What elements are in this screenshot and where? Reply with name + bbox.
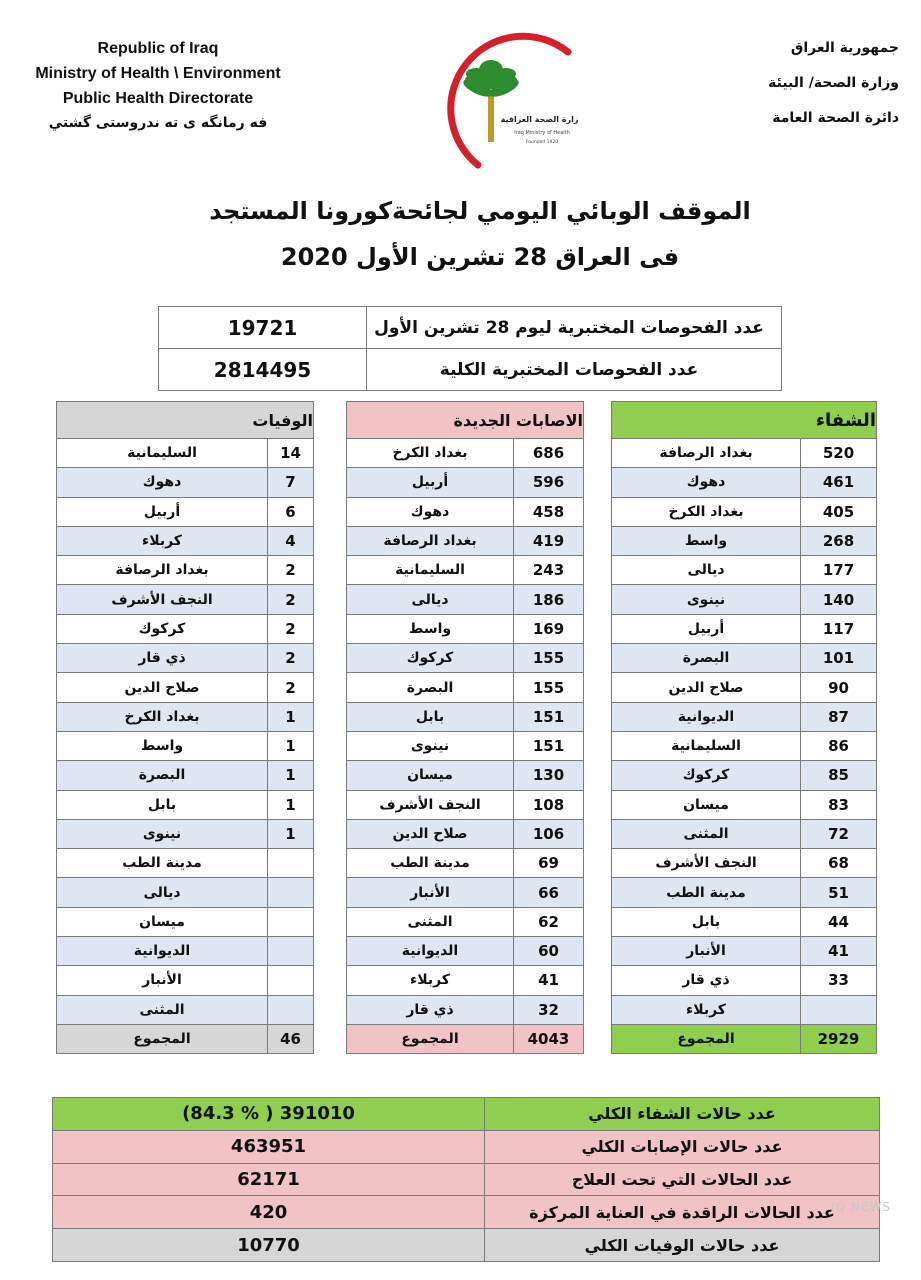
recovered-row [612, 995, 877, 1024]
deaths-count: 2 [268, 585, 314, 614]
recovered-count: 520 [801, 439, 877, 468]
deaths-governorate: ذي قار [57, 644, 268, 673]
new-cases-count: 186 [514, 585, 584, 614]
new-cases-row [347, 614, 584, 643]
deaths-total-value: 46 [268, 1024, 314, 1053]
recovered-governorate: أربيل [612, 614, 801, 643]
recovered-count: 268 [801, 526, 877, 555]
deaths-count: 2 [268, 556, 314, 585]
deaths-governorate: بابل [57, 790, 268, 819]
deaths-total-label: المجموع [57, 1024, 268, 1053]
header-left-line: فه رمانگه ی ته ندروستی گشتي [48, 115, 268, 131]
palm-tree-logo-icon [418, 22, 578, 172]
logo-founded: Founded 1920 [525, 140, 559, 145]
new-cases-governorate: ميسان [347, 761, 514, 790]
recovered-row [612, 966, 877, 995]
header-right-line: دائرة الصحة العامة [772, 110, 899, 126]
recovered-row [612, 761, 877, 790]
new-cases-governorate: الأنبار [347, 878, 514, 907]
recovered-governorate: الديوانية [612, 702, 801, 731]
recovered-governorate: السليمانية [612, 731, 801, 760]
recovered-count: 41 [801, 937, 877, 966]
recovered-count: 117 [801, 614, 877, 643]
recovered-count: 101 [801, 644, 877, 673]
recovered-row [612, 907, 877, 936]
recovered-governorate: النجف الأشرف [612, 849, 801, 878]
new-cases-governorate: كربلاء [347, 966, 514, 995]
summary-label: عدد حالات الوفيات الكلي [485, 1229, 880, 1262]
recovered-count: 72 [801, 819, 877, 848]
report-title: الموقف الوبائي اليومي لجائحةكورونا المستجد [209, 197, 751, 225]
new-cases-governorate: السليمانية [347, 556, 514, 585]
new-cases-row [347, 819, 584, 848]
new-cases-count: 108 [514, 790, 584, 819]
deaths-governorate: المثنى [57, 995, 268, 1024]
recovered-total-row [612, 1024, 877, 1053]
deaths-count: 1 [268, 702, 314, 731]
ministry-logo [418, 22, 578, 172]
recovered-total-value: 2929 [801, 1024, 877, 1053]
deaths-row [57, 790, 314, 819]
new-cases-row [347, 644, 584, 673]
recovered-row [612, 819, 877, 848]
deaths-row [57, 439, 314, 468]
recovered-governorate: واسط [612, 526, 801, 555]
recovered-table [611, 401, 877, 1054]
new-cases-count: 686 [514, 439, 584, 468]
recovered-governorate: بغداد الكرخ [612, 497, 801, 526]
deaths-count: 14 [268, 439, 314, 468]
deaths-count: 1 [268, 819, 314, 848]
summary-value: (84.3 % ) 391010 [53, 1098, 485, 1131]
recovered-count: 87 [801, 702, 877, 731]
deaths-governorate: الأنبار [57, 966, 268, 995]
deaths-row [57, 556, 314, 585]
new-cases-table [346, 401, 584, 1054]
new-cases-count: 596 [514, 468, 584, 497]
recovered-governorate: كركوك [612, 761, 801, 790]
deaths-governorate: واسط [57, 731, 268, 760]
tests-row [159, 307, 782, 349]
deaths-governorate: دهوك [57, 468, 268, 497]
new-cases-governorate: دهوك [347, 497, 514, 526]
deaths-row [57, 966, 314, 995]
new-cases-governorate: كركوك [347, 644, 514, 673]
new-cases-count: 155 [514, 673, 584, 702]
deaths-count [268, 966, 314, 995]
new-cases-row [347, 907, 584, 936]
recovered-count: 85 [801, 761, 877, 790]
new-cases-governorate: البصرة [347, 673, 514, 702]
recovered-governorate: بابل [612, 907, 801, 936]
new-cases-governorate: النجف الأشرف [347, 790, 514, 819]
deaths-row [57, 995, 314, 1024]
new-cases-row [347, 497, 584, 526]
deaths-governorate: النجف الأشرف [57, 585, 268, 614]
recovered-count: 90 [801, 673, 877, 702]
recovered-governorate: ميسان [612, 790, 801, 819]
summary-row [53, 1163, 880, 1196]
recovered-row [612, 468, 877, 497]
new-cases-count: 458 [514, 497, 584, 526]
deaths-count [268, 878, 314, 907]
summary-label: عدد الحالات التي تحت العلاج [485, 1163, 880, 1196]
deaths-governorate: كربلاء [57, 526, 268, 555]
daily-tests-label: عدد الفحوصات المختبرية ليوم 28 تشرين الأول [367, 307, 782, 349]
new-cases-count: 106 [514, 819, 584, 848]
recovered-row [612, 702, 877, 731]
tests-row [159, 349, 782, 391]
new-cases-row [347, 731, 584, 760]
recovered-governorate: صلاح الدين [612, 673, 801, 702]
deaths-governorate: مدينة الطب [57, 849, 268, 878]
new-cases-governorate: بغداد الرصافة [347, 526, 514, 555]
new-cases-count: 151 [514, 702, 584, 731]
recovered-row [612, 790, 877, 819]
recovered-governorate: بغداد الرصافة [612, 439, 801, 468]
new-cases-governorate: مدينة الطب [347, 849, 514, 878]
total-tests-label: عدد الفحوصات المختبرية الكلية [367, 349, 782, 391]
recovered-row [612, 585, 877, 614]
new-cases-count: 243 [514, 556, 584, 585]
deaths-row [57, 614, 314, 643]
summary-label: عدد حالات الشفاء الكلي [485, 1098, 880, 1131]
recovered-governorate: نينوى [612, 585, 801, 614]
header-right-line: جمهورية العراق [790, 40, 899, 56]
recovered-governorate: ذي قار [612, 966, 801, 995]
recovered-count: 405 [801, 497, 877, 526]
deaths-governorate: أربيل [57, 497, 268, 526]
new-cases-governorate: الديوانية [347, 937, 514, 966]
new-cases-count: 60 [514, 937, 584, 966]
deaths-row [57, 702, 314, 731]
recovered-row [612, 614, 877, 643]
deaths-total-row [57, 1024, 314, 1053]
summary-row [53, 1229, 880, 1262]
new-cases-row [347, 526, 584, 555]
recovered-count: 83 [801, 790, 877, 819]
header-left-line: Public Health Directorate [62, 90, 254, 107]
deaths-count [268, 849, 314, 878]
new-cases-row [347, 673, 584, 702]
summary-row [53, 1196, 880, 1229]
recovered-row [612, 937, 877, 966]
recovered-count: 177 [801, 556, 877, 585]
deaths-governorate: الديوانية [57, 937, 268, 966]
header-left-line: Republic of Iraq [97, 40, 219, 57]
deaths-governorate: ديالى [57, 878, 268, 907]
deaths-row [57, 644, 314, 673]
summary-table [52, 1097, 880, 1262]
new-cases-count: 66 [514, 878, 584, 907]
new-cases-total-value: 4043 [514, 1024, 584, 1053]
deaths-row [57, 497, 314, 526]
recovered-governorate: مدينة الطب [612, 878, 801, 907]
summary-value: 420 [53, 1196, 485, 1229]
new-cases-governorate: بغداد الكرخ [347, 439, 514, 468]
recovered-governorate: كربلاء [612, 995, 801, 1024]
deaths-governorate: ميسان [57, 907, 268, 936]
recovered-governorate: دهوك [612, 468, 801, 497]
deaths-governorate: نينوى [57, 819, 268, 848]
recovered-total-label: المجموع [612, 1024, 801, 1053]
new-cases-row [347, 966, 584, 995]
summary-value: 62171 [53, 1163, 485, 1196]
recovered-row [612, 439, 877, 468]
recovered-count: 461 [801, 468, 877, 497]
summary-value: 10770 [53, 1229, 485, 1262]
new-cases-count: 32 [514, 995, 584, 1024]
summary-label: عدد الحالات الراقدة في العناية المركزة [485, 1196, 880, 1229]
daily-tests-value: 19721 [159, 307, 367, 349]
new-cases-total-label: المجموع [347, 1024, 514, 1053]
recovered-row [612, 644, 877, 673]
deaths-row [57, 673, 314, 702]
new-cases-governorate: واسط [347, 614, 514, 643]
header-right-block [729, 36, 899, 141]
deaths-row [57, 526, 314, 555]
new-cases-count: 41 [514, 966, 584, 995]
recovered-row [612, 878, 877, 907]
new-cases-row [347, 937, 584, 966]
new-cases-count: 130 [514, 761, 584, 790]
recovered-count: 140 [801, 585, 877, 614]
recovered-governorate: البصرة [612, 644, 801, 673]
report-subtitle: فى العراق 28 تشرين الأول 2020 [280, 243, 680, 271]
recovered-governorate: الأنبار [612, 937, 801, 966]
total-tests-value: 2814495 [159, 349, 367, 391]
new-cases-governorate: نينوى [347, 731, 514, 760]
new-cases-row [347, 702, 584, 731]
new-cases-governorate: المثنى [347, 907, 514, 936]
deaths-governorate: السليمانية [57, 439, 268, 468]
new-cases-row [347, 790, 584, 819]
recovered-row [612, 526, 877, 555]
deaths-governorate: كركوك [57, 614, 268, 643]
deaths-row [57, 585, 314, 614]
deaths-header: الوفيات [57, 402, 314, 439]
recovered-row [612, 556, 877, 585]
deaths-count [268, 937, 314, 966]
deaths-row [57, 468, 314, 497]
deaths-table [56, 401, 314, 1054]
recovered-count: 68 [801, 849, 877, 878]
header-right-line: وزارة الصحة/ البيئة [768, 75, 899, 91]
deaths-count: 6 [268, 497, 314, 526]
new-cases-row [347, 995, 584, 1024]
new-cases-count: 155 [514, 644, 584, 673]
deaths-count: 2 [268, 614, 314, 643]
recovered-count: 51 [801, 878, 877, 907]
deaths-row [57, 849, 314, 878]
recovered-row [612, 497, 877, 526]
deaths-row [57, 937, 314, 966]
deaths-governorate: بغداد الرصافة [57, 556, 268, 585]
new-cases-governorate: بابل [347, 702, 514, 731]
summary-value: 463951 [53, 1130, 485, 1163]
deaths-row [57, 731, 314, 760]
deaths-count: 1 [268, 790, 314, 819]
deaths-governorate: بغداد الكرخ [57, 702, 268, 731]
recovered-header: الشفاء [612, 402, 877, 439]
deaths-row [57, 819, 314, 848]
logo-text-en: Iraq Ministry of Health [514, 130, 570, 136]
new-cases-count: 62 [514, 907, 584, 936]
summary-label: عدد حالات الإصابات الكلي [485, 1130, 880, 1163]
deaths-count: 1 [268, 761, 314, 790]
recovered-count: 86 [801, 731, 877, 760]
deaths-row [57, 878, 314, 907]
recovered-row [612, 731, 877, 760]
new-cases-governorate: صلاح الدين [347, 819, 514, 848]
deaths-count: 7 [268, 468, 314, 497]
deaths-governorate: البصرة [57, 761, 268, 790]
new-cases-count: 151 [514, 731, 584, 760]
recovered-count [801, 995, 877, 1024]
header-left-block [8, 36, 308, 136]
new-cases-count: 419 [514, 526, 584, 555]
recovered-governorate: المثنى [612, 819, 801, 848]
new-cases-header: الاصابات الجديدة [347, 402, 584, 439]
deaths-count: 1 [268, 731, 314, 760]
deaths-governorate: صلاح الدين [57, 673, 268, 702]
deaths-row [57, 761, 314, 790]
new-cases-row [347, 849, 584, 878]
lab-tests-table [158, 306, 782, 391]
deaths-row [57, 907, 314, 936]
deaths-count [268, 907, 314, 936]
new-cases-count: 69 [514, 849, 584, 878]
summary-row [53, 1098, 880, 1131]
summary-row [53, 1130, 880, 1163]
recovered-count: 44 [801, 907, 877, 936]
new-cases-row [347, 878, 584, 907]
deaths-count [268, 995, 314, 1024]
recovered-governorate: ديالى [612, 556, 801, 585]
new-cases-row [347, 761, 584, 790]
new-cases-governorate: ديالى [347, 585, 514, 614]
deaths-count: 2 [268, 644, 314, 673]
watermark: IQ NEWS [831, 1200, 891, 1214]
logo-text-ar: وزارة الصحة العراقية [500, 115, 578, 124]
header-left-line: Ministry of Health \ Environment [35, 65, 281, 82]
new-cases-row [347, 468, 584, 497]
new-cases-row [347, 439, 584, 468]
new-cases-total-row [347, 1024, 584, 1053]
new-cases-governorate: أربيل [347, 468, 514, 497]
deaths-count: 4 [268, 526, 314, 555]
recovered-count: 33 [801, 966, 877, 995]
new-cases-row [347, 585, 584, 614]
new-cases-governorate: ذي قار [347, 995, 514, 1024]
deaths-count: 2 [268, 673, 314, 702]
recovered-row [612, 849, 877, 878]
new-cases-count: 169 [514, 614, 584, 643]
new-cases-row [347, 556, 584, 585]
recovered-row [612, 673, 877, 702]
